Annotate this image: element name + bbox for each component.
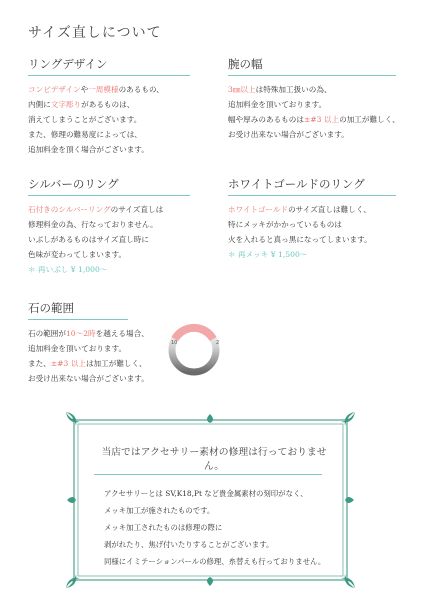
text-fragment: 内側に [28,100,51,109]
ring-dial-svg [164,320,224,380]
text-line [28,97,190,112]
highlight-text: 10～2時 [65,329,96,338]
text-line [228,82,396,97]
stone-range-arc [175,328,213,339]
text-fragment: のサイズ直しは難しく、 [288,205,371,214]
text-line: また、修理の難易度によっては、 [28,130,142,139]
text-line: 追加料金を頂いております。 [28,344,127,353]
section-stone-range [28,300,149,386]
highlight-text: ±#3 以上 [50,359,86,368]
section-heading: ホワイトゴールドのリング [228,176,396,196]
text-line: 火を入れると真っ黒になってしまいます。 [228,235,372,244]
text-fragment: や [80,85,89,94]
text-line: いぶしがあるものはサイズ直し時に [28,235,149,244]
text-line: 追加料金を頂いております。 [228,100,327,109]
text-line: お受け出来ない場合がございます。 [228,130,349,139]
text-fragment: は加工が難しく、 [85,359,147,368]
price-note: ＊ 再いぶし ¥ 1,000～ [28,265,108,274]
text-fragment: は特殊加工扱いの為、 [255,85,332,94]
text-fragment: があるものは、 [81,100,135,109]
text-line: お受け出来ない場合がございます。 [28,374,149,383]
section-body [28,82,190,157]
ring-stone-range-diagram [164,320,224,380]
section-body [228,82,400,142]
highlight-text: 3㎜以上 [228,85,256,94]
highlight-text: 石付きのシルバーリング [28,205,111,214]
text-fragment: また、 [28,359,51,368]
text-line [228,202,396,217]
text-line [28,202,190,217]
highlight-text: 一周模様 [88,85,119,94]
highlight-text: ±#3 以上 [303,115,340,124]
section-heading: 腕の幅 [228,56,396,76]
text-line: アクセサリーとは SV,K18,Pt など貴金属素材の刻印がなく、 [104,489,308,498]
text-line: メッキ加工されたものは修理の際に [104,523,223,532]
section-silver-ring [28,176,190,277]
section-heading: リングデザイン [28,56,190,76]
section-body [228,202,396,262]
text-line: メッキ加工が施されたものです。 [104,506,215,515]
notice-heading: 当店ではアクセサリー素材の修理は行っておりません。 [101,447,327,472]
text-line: 修理料金の為、行なっておりません。 [28,220,158,229]
text-line: 剥がれたり、焦げ付いたりすることがございます。 [104,540,274,549]
text-line [228,112,400,127]
highlight-text: コンビデザイン [28,85,81,94]
text-line [28,82,190,97]
section-heading: シルバーのリング [28,176,190,196]
divider [94,474,322,475]
highlight-text: ホワイトゴールド [228,205,289,214]
price-note: ＊ 再メッキ ¥ 1,500～ [228,250,308,259]
page-title: サイズ直しについて [28,25,162,41]
highlight-text: 文字彫り [50,100,82,109]
text-line: 追加料金を頂く場合がございます。 [28,145,149,154]
section-white-gold-ring [228,176,396,262]
notice-body [104,485,325,570]
text-line: 特にメッキがかかっているものは [228,220,342,229]
dial-label-10: 10 [171,340,178,346]
text-line: 消えてしまうことがございます。 [28,115,142,124]
notice-frame [64,410,357,590]
section-heading: 石の範囲 [28,300,128,320]
text-line: 同様にイミテーションパールの修理、糸替えも行っておりません。 [104,557,326,566]
section-ring-width [228,56,400,142]
text-fragment: の加工が難しく、 [339,115,400,124]
text-line: 色味が変わってしまいます。 [28,250,127,259]
text-fragment: を越える場合、 [95,329,149,338]
section-ring-design [28,56,190,157]
section-body [28,202,190,277]
text-fragment: 幅や厚みのあるものは [228,115,304,124]
text-fragment: のあるもの、 [118,85,164,94]
text-fragment: のサイズ直しは [110,205,164,214]
dial-label-2: 2 [216,340,220,346]
text-fragment: 石の範囲が [28,329,66,338]
